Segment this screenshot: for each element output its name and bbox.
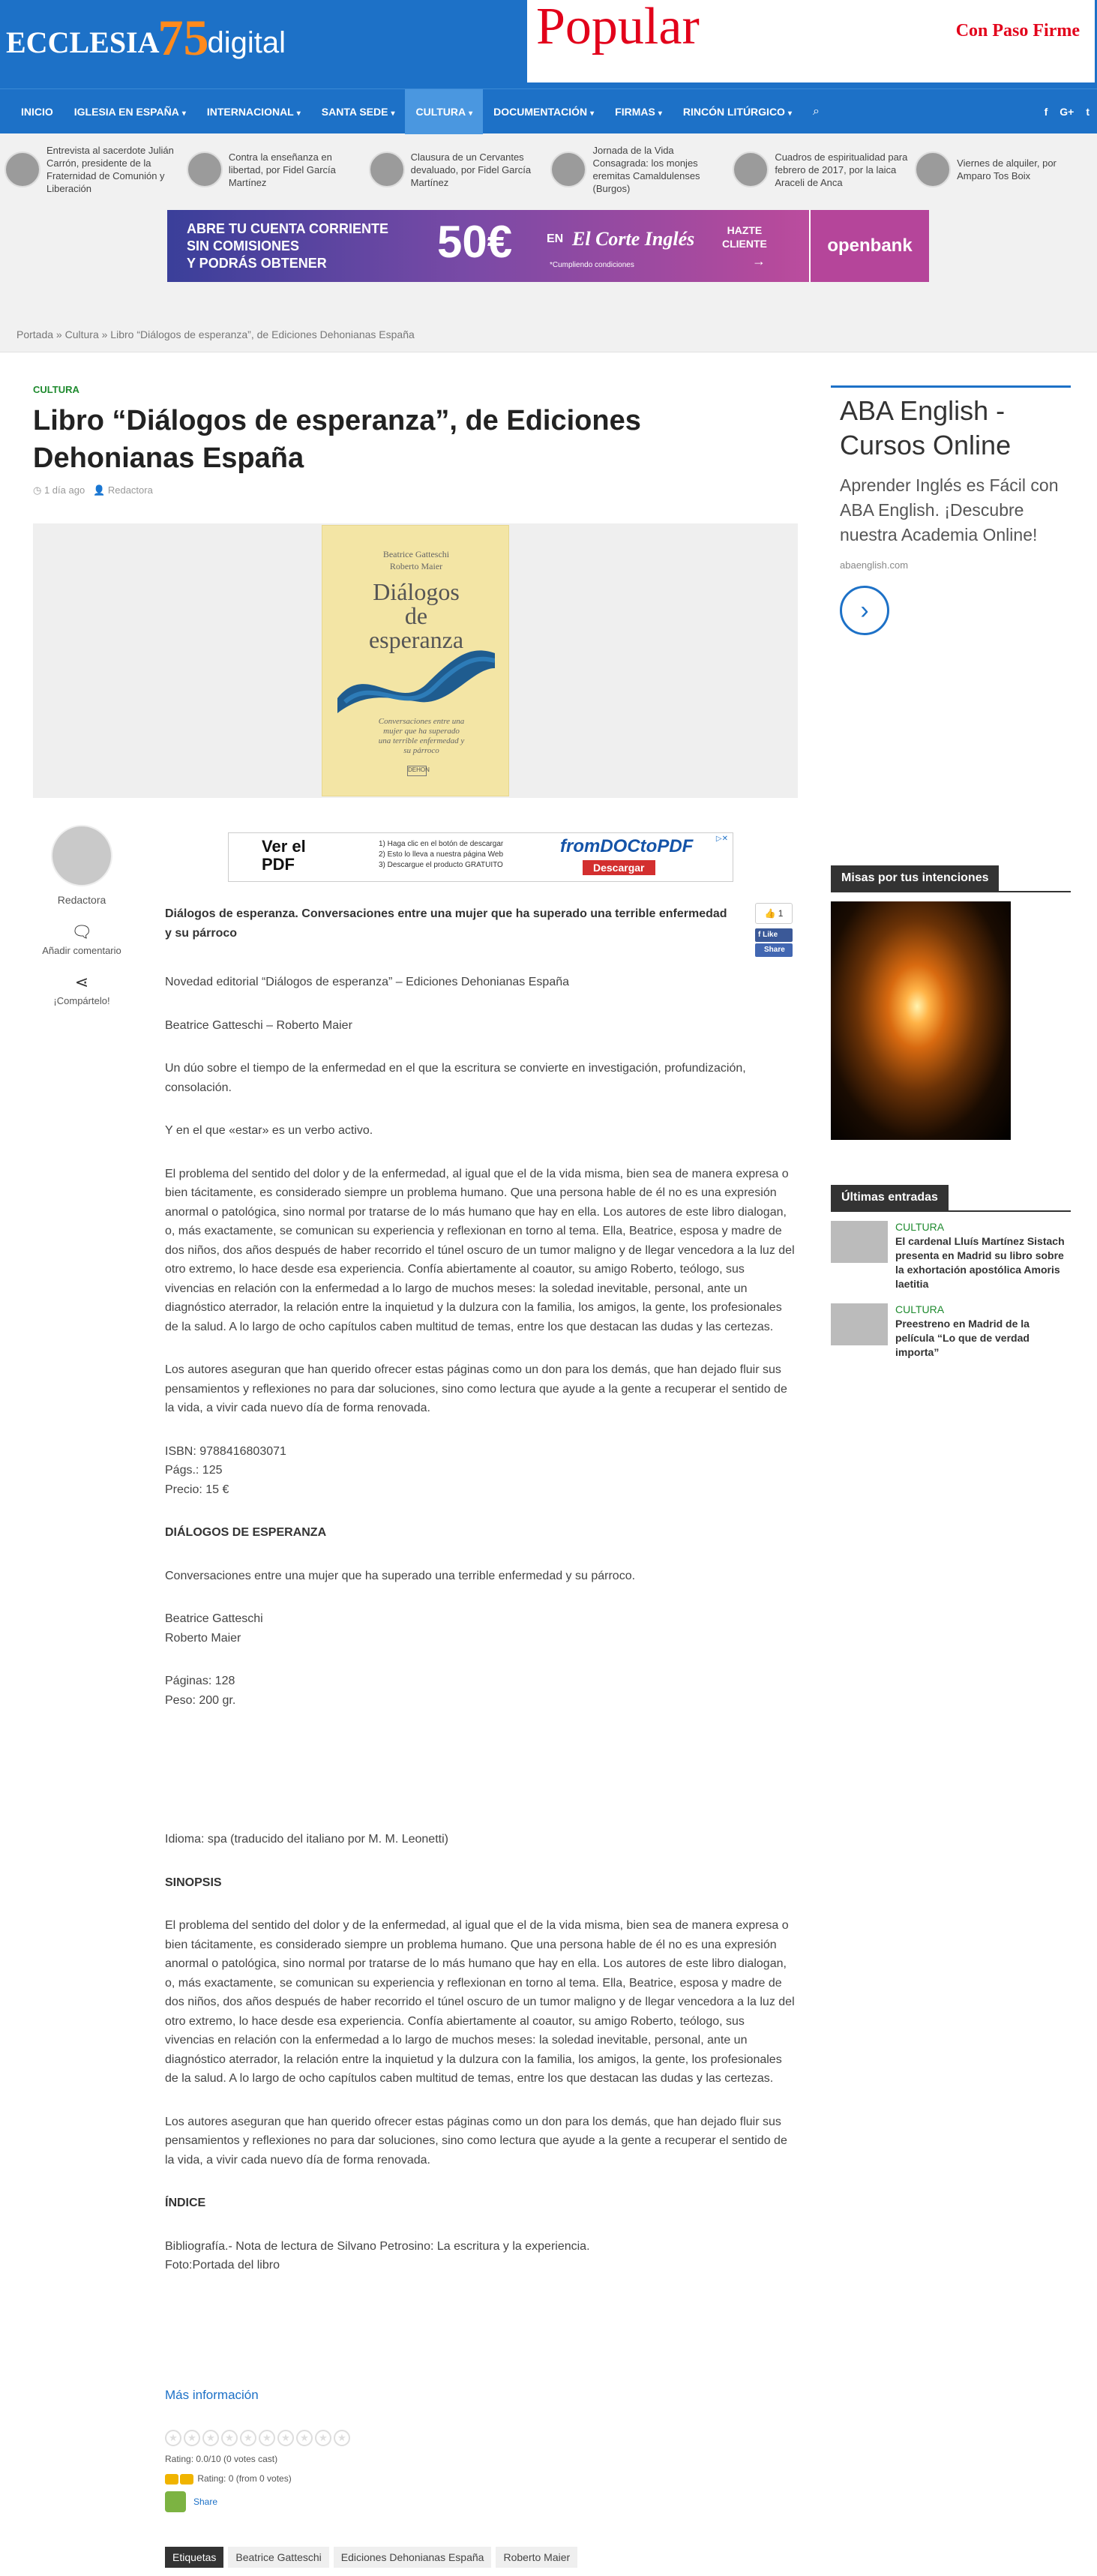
- article-paragraph: Páginas: 128 Peso: 200 gr.: [165, 1675, 236, 1707]
- thumbs-up-icon: 👍: [764, 908, 776, 919]
- banner-area: [0, 205, 1097, 319]
- list-item[interactable]: [831, 1221, 1071, 1291]
- share-icon[interactable]: ⋖: [74, 973, 89, 991]
- logo-suffix: digital: [207, 26, 286, 59]
- cover-subtitle: Conversaciones entre una mujer que ha superado una terrible enfermedad y su párroco: [378, 717, 465, 755]
- site-header: [0, 0, 1097, 88]
- strip-item[interactable]: [733, 151, 915, 189]
- article-body: [165, 904, 795, 2275]
- entry-category[interactable]: CULTURA: [895, 1221, 945, 1233]
- entry-thumbnail: [831, 1303, 888, 1345]
- entry-thumbnail: [831, 1221, 888, 1263]
- cover-title-line: esperanza: [368, 626, 464, 653]
- banner-line: SIN COMISIONES: [187, 238, 300, 253]
- like-count: 1: [778, 908, 784, 919]
- nav-item-inicio[interactable]: [10, 89, 64, 134]
- chevron-right-icon[interactable]: ›: [840, 586, 889, 635]
- strip-item[interactable]: [550, 144, 733, 195]
- twitter-icon[interactable]: t: [1086, 106, 1090, 118]
- article-author[interactable]: Redactora: [107, 484, 153, 496]
- logo-text: ECCLESIA: [6, 25, 160, 59]
- tag-link[interactable]: Ediciones Dehonianas España: [334, 2547, 492, 2568]
- article-paragraph: ISBN: 9788416803071 Págs.: 125 Precio: 15 €: [165, 1444, 286, 1496]
- star-icon[interactable]: ★: [202, 2430, 219, 2446]
- strip-title: Viernes de alquiler, por Amparo Tos Boix: [957, 157, 1057, 181]
- strip-thumbnail: [550, 151, 586, 187]
- chevron-down-icon: ▾: [658, 109, 662, 118]
- article-paragraph: Beatrice Gatteschi Roberto Maier: [165, 1612, 263, 1645]
- star-icon[interactable]: ★: [184, 2430, 200, 2446]
- google-plus-icon[interactable]: G+: [1060, 106, 1075, 118]
- pdf-ad-step: 1) Haga clic en el botón de descargar: [379, 840, 504, 848]
- search-icon[interactable]: ⌕: [812, 104, 820, 118]
- nav-item-firmas[interactable]: [604, 89, 673, 134]
- breadcrumb[interactable]: Portada » Cultura » Libro “Diálogos de esperanza”, de Ediciones Dehonianas España: [0, 319, 1097, 352]
- publisher-logo: DEHON: [407, 766, 427, 776]
- article-paragraph: Bibliografía.- Nota de lectura de Silvano Petrosino: La escritura y la experiencia. Foto:Portada del libro: [165, 2239, 590, 2272]
- nav-item-iglesia-espana[interactable]: [64, 89, 196, 134]
- chevron-down-icon: ▾: [391, 109, 395, 118]
- banner-cta-line: CLIENTE: [722, 238, 767, 250]
- cover-title-line: de: [404, 602, 428, 629]
- star-icon[interactable]: ★: [296, 2430, 313, 2446]
- thumbs-rating-text: Rating: 0 (from 0 votes): [197, 2473, 292, 2484]
- sidebar: [831, 381, 1071, 1372]
- author-name[interactable]: Redactora: [57, 894, 106, 906]
- ad-slogan: Con Paso Firme: [955, 21, 1080, 40]
- clock-icon: ◷: [33, 484, 42, 496]
- banner-amount: 50€: [437, 217, 513, 267]
- pdf-ad-steps: [379, 839, 503, 871]
- nav-label: RINCÓN LITÚRGICO: [682, 105, 785, 118]
- nav-item-rincon-liturgico[interactable]: [673, 89, 802, 134]
- page-content: [0, 352, 1097, 2576]
- article-paragraph: Un dúo sobre el tiempo de la enfermedad en el que la escritura se convierte en investigación, profundización, consolación.: [165, 1062, 746, 1094]
- strip-title: Clausura de un Cervantes devaluado, por Fidel García Martínez: [410, 151, 532, 188]
- thumbs-up-icon[interactable]: [165, 2474, 178, 2485]
- article-paragraph: Los autores aseguran que han querido ofrecer estas páginas como un don para los demás, que han dejado fluir sus pensamientos y reflexiones no para dar soluciones, sino como lectura que ayude a la gente a recuperar el sentido de la vida, a vivir cada nuevo día de forma renovada.: [165, 1363, 787, 1414]
- sidebar-ad-description: Aprender Inglés es Fácil con ABA English. ¡Descubre nuestra Academia Online!: [840, 475, 1059, 544]
- entry-text: [895, 1303, 1071, 1360]
- section-header: [831, 1185, 1071, 1212]
- cover-authors: [322, 548, 510, 572]
- nav-item-documentacion[interactable]: [483, 89, 604, 134]
- list-item[interactable]: [831, 1303, 1071, 1360]
- facebook-share-link[interactable]: Share: [193, 2497, 218, 2507]
- strip-item[interactable]: [915, 151, 1097, 187]
- pdf-ad-heading: [262, 838, 306, 874]
- section-title-misas: Misas por tus intenciones: [831, 865, 999, 891]
- strip-item[interactable]: [369, 151, 551, 189]
- sidebar-ad-title: ABA English - Cursos Online: [840, 395, 1012, 460]
- strip-title: Contra la enseñanza en libertad, por Fidel García Martínez: [228, 151, 336, 188]
- like-label: Like: [763, 931, 778, 939]
- chevron-down-icon: ▾: [181, 109, 186, 118]
- banner-copy: [187, 220, 388, 272]
- article-paragraph: ÍNDICE: [165, 2197, 206, 2209]
- nav-label: CULTURA: [415, 105, 466, 118]
- cover-title: [322, 580, 510, 652]
- pdf-ad-heading-line: PDF: [262, 855, 295, 874]
- article-paragraph: Y en el que «estar» es un verbo activo.: [165, 1124, 373, 1137]
- sidebar-ad-url: abaenglish.com: [840, 559, 909, 571]
- more-info-link[interactable]: Más información: [165, 2388, 259, 2402]
- pdf-ad-step: 3) Descargue el producto GRATUITO: [379, 861, 503, 869]
- star-icon[interactable]: ★: [259, 2430, 275, 2446]
- strip-thumbnail: [369, 151, 405, 187]
- cover-ribbon-illustration: [337, 646, 495, 713]
- article-date: 1 día ago: [43, 484, 85, 496]
- star-icon[interactable]: ★: [315, 2430, 331, 2446]
- book-cover: [322, 525, 509, 796]
- tag-link[interactable]: Beatrice Gatteschi: [228, 2547, 328, 2568]
- share-link[interactable]: ¡Compártelo!: [53, 995, 110, 1006]
- star-icon[interactable]: ★: [277, 2430, 294, 2446]
- article-paragraph: Idioma: spa (traducido del italiano por M. M. Leonetti): [165, 1833, 448, 1846]
- page-title: Libro “Diálogos de esperanza”, de Ediciones Dehonianas España: [33, 405, 641, 474]
- nav-item-santa-sede[interactable]: [311, 89, 406, 134]
- banner-cta: [722, 223, 767, 250]
- facebook-share-button[interactable]: Share: [755, 943, 793, 957]
- cover-title-line: Diálogos: [373, 578, 460, 605]
- banner-cta-line: HAZTE: [727, 224, 763, 236]
- nav-item-cultura[interactable]: [405, 89, 483, 134]
- article-paragraph: Diálogos de esperanza. Conversaciones entre una mujer que ha superado una terrible enfermedad y su párroco: [165, 907, 727, 940]
- chevron-down-icon: ▾: [787, 109, 792, 118]
- candle-image[interactable]: [831, 901, 1011, 1140]
- strip-thumbnail: [915, 151, 951, 187]
- article-category[interactable]: CULTURA: [33, 384, 79, 395]
- strip-item[interactable]: [4, 144, 187, 195]
- star-icon[interactable]: ★: [165, 2430, 181, 2446]
- chevron-down-icon: ▾: [296, 109, 301, 118]
- banner-line: ABRE TU CUENTA CORRIENTE: [187, 221, 388, 236]
- strip-thumbnail: [733, 151, 769, 187]
- entry-category[interactable]: CULTURA: [895, 1303, 945, 1315]
- article-paragraph: El problema del sentido del dolor y de la enfermedad, al igual que el de la vida misma, bien sea de manera expresa o bien tácitamente, es considerado siempre un problema humano. Que una persona hable de él no es una expresión anormal o patológica, sino normal por tratarse de lo más humano que hay en ella. Los autores de este libro dialogan, o, más exactamente, se comunican su experiencia y reflexionan en torno al tema. Ella, Beatrice, esposa y madre de dos niños, dos años después de haber recorrido el túnel oscuro de un tumor maligno y de llegar vencedora a la luz del otro extremo, lo hace desde esa experiencia. Confía abiertamente al coautor, su amigo Roberto, teólogo, sus vivencias en relación con la enfermedad a lo largo de muchos meses: la soledad inevitable, personal, ante un diagnóstico aterrador, la relación entre la inquietud y la dulzura con la familia, los amigos, la gente, los profesionales de la salud. A lo largo de ocho capítulos caben multitud de temas, entre los que destacan las dudas y las certezas.: [165, 1167, 795, 1333]
- tags-list: [165, 2547, 577, 2568]
- nav-label: DOCUMENTACIÓN: [493, 105, 588, 118]
- section-header: [831, 865, 1071, 892]
- banner-conditions: *Cumpliendo condiciones: [550, 261, 634, 269]
- cover-author: Roberto Maier: [389, 561, 443, 571]
- main-navigation: [0, 88, 1097, 133]
- star-icon[interactable]: ★: [334, 2430, 350, 2446]
- social-links: [1045, 89, 1090, 134]
- strip-title: Jornada de la Vida Consagrada: los monjes eremitas Camaldulenses (Burgos): [592, 145, 700, 194]
- article-paragraph: DIÁLOGOS DE ESPERANZA: [165, 1526, 327, 1539]
- strip-title: Entrevista al sacerdote Julián Carrón, presidente de la Fraternidad de Comunión y Liberación: [46, 145, 174, 194]
- thumbs-down-icon[interactable]: [180, 2474, 193, 2485]
- featured-image: [33, 523, 798, 798]
- chevron-down-icon: ▾: [590, 109, 595, 118]
- entry-text: [895, 1221, 1071, 1291]
- user-icon: 👤: [93, 484, 106, 496]
- banner-bank-logo: openbank: [809, 210, 929, 282]
- article-paragraph: Beatrice Gatteschi – Roberto Maier: [165, 1018, 352, 1032]
- print-icon[interactable]: [165, 2491, 186, 2512]
- pdf-ad-heading-line: Ver el: [262, 837, 306, 856]
- tag-link[interactable]: Roberto Maier: [496, 2547, 577, 2568]
- strip-title: Cuadros de espiritualidad para febrero de 2017, por la laica Araceli de Anca: [775, 151, 908, 188]
- logo-number: 75: [157, 9, 209, 66]
- entry-title[interactable]: Preestreno en Madrid de la película “Lo que de verdad importa”: [895, 1318, 1030, 1358]
- bank-advertisement[interactable]: [167, 210, 929, 282]
- arrow-right-icon: →: [752, 253, 766, 268]
- rating-summary: Rating: 0.0/10 (0 votes cast): [165, 2454, 278, 2464]
- header-advertisement[interactable]: [527, 0, 1095, 82]
- pdf-ad-brand: fromDOCtoPDF: [560, 836, 694, 856]
- banner-line: Y PODRÁS OBTENER: [187, 256, 327, 271]
- article-paragraph: El problema del sentido del dolor y de la enfermedad, al igual que el de la vida misma, bien sea de manera expresa o bien tácitamente, es considerado siempre un problema humano. Que una persona hable de él no es una expresión anormal o patológica, sino normal por tratarse de lo más humano que hay en ella. Los autores de este libro dialogan, o, más exactamente, se comunican su experiencia y reflexionan en torno al tema. Ella, Beatrice, esposa y madre de dos niños, dos años después de haber recorrido el túnel oscuro de un tumor maligno y de llegar vencedora a la luz del otro extremo, lo hace desde esa experiencia. Confía abiertamente al coautor, su amigo Roberto, teólogo, sus vivencias en relación con la enfermedad a lo largo de muchos meses: la soledad inevitable, personal, ante un diagnóstico aterrador, la relación entre la inquietud y la dulzura con la familia, los amigos, la gente, los profesionales de la salud. A lo largo de ocho capítulos caben multitud de temas, entre los que destacan las dudas y las certezas.: [165, 1919, 795, 2085]
- section-title-ultimas: Últimas entradas: [831, 1185, 949, 1210]
- nav-label: INTERNACIONAL: [206, 105, 294, 118]
- site-logo[interactable]: [6, 9, 286, 66]
- share-row: [165, 2491, 217, 2512]
- banner-store: El Corte Inglés: [572, 228, 695, 250]
- banner-en: EN: [547, 232, 564, 245]
- strip-thumbnail: [4, 151, 40, 187]
- chevron-down-icon: ▾: [469, 109, 473, 118]
- download-button[interactable]: Descargar: [583, 860, 655, 875]
- pdf-ad-step: 2) Esto lo lleva a nuestra página Web: [379, 850, 504, 859]
- entry-title[interactable]: El cardenal Lluís Martínez Sistach presenta en Madrid su libro sobre la exhortación apostólica Amoris laetitia: [895, 1235, 1065, 1290]
- nav-label: SANTA SEDE: [321, 105, 388, 118]
- avatar[interactable]: [51, 825, 112, 886]
- comment-icon[interactable]: 🗨: [71, 922, 92, 941]
- author-share-column: [33, 825, 130, 1006]
- star-icon[interactable]: ★: [221, 2430, 238, 2446]
- tags-label: Etiquetas: [165, 2547, 223, 2568]
- article-paragraph: SINOPSIS: [165, 1876, 222, 1889]
- ad-brand: Popular: [536, 0, 700, 55]
- facebook-icon[interactable]: f: [1044, 106, 1048, 118]
- pdf-advertisement[interactable]: [228, 832, 733, 882]
- article-paragraph: Novedad editorial “Diálogos de esperanza” – Ediciones Dehonianas España: [165, 976, 570, 988]
- cover-author: Beatrice Gatteschi: [382, 549, 450, 559]
- add-comment-link[interactable]: Añadir comentario: [42, 945, 121, 956]
- adchoices-icon[interactable]: ▷✕: [715, 835, 728, 843]
- article-meta: [33, 484, 153, 496]
- article-paragraph: Los autores aseguran que han querido ofrecer estas páginas como un don para los demás, que han dejado fluir sus pensamientos y reflexiones no para dar soluciones, sino como lectura que ayude a la gente a recuperar el sentido de la vida, a vivir cada nuevo día de forma renovada.: [165, 2115, 787, 2167]
- facebook-icon: f: [758, 931, 761, 939]
- sidebar-advertisement[interactable]: [831, 385, 1071, 700]
- strip-item[interactable]: [187, 151, 369, 189]
- article-paragraph: Conversaciones entre una mujer que ha superado una terrible enfermedad y su párroco.: [165, 1569, 636, 1582]
- nav-label: FIRMAS: [615, 105, 655, 118]
- strip-thumbnail: [187, 151, 223, 187]
- rating-stars: [165, 2430, 350, 2446]
- nav-label: INICIO: [21, 105, 53, 118]
- nav-item-internacional[interactable]: [196, 89, 311, 134]
- nav-label: IGLESIA EN ESPAÑA: [73, 105, 179, 118]
- star-icon[interactable]: ★: [240, 2430, 256, 2446]
- featured-strip: [0, 133, 1097, 205]
- thumbs-rating: [165, 2473, 292, 2485]
